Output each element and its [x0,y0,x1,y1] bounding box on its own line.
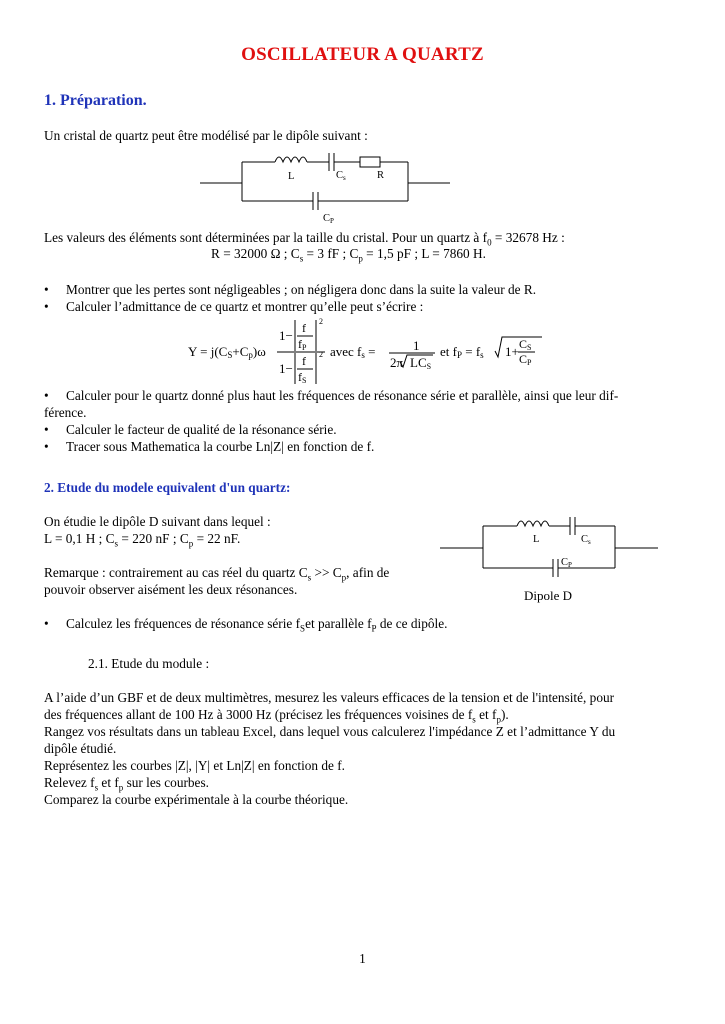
section-2-heading: 2. Etude du modele equivalent d'un quartz: [44,480,291,495]
bullet-resonance-frequencies: • Calculez les fréquences de résonance série $f_Set$ parallèle $f_P$ de ce dipôle. [44,616,448,634]
svg-text:CP: CP [561,557,572,569]
page-number: 1 [359,951,366,966]
svg-text:Y = j(CS+Cp)ω: Y = j(CS+Cp)ω [188,344,266,360]
paragraph-line-1: A l’aide d’un GBF et de deux multimètres, mesurez les valeurs efficaces de la tension et de l'intensité, pour [44,690,615,705]
page-title: OSCILLATEUR A QUARTZ [241,44,484,65]
svg-text:2: 2 [319,350,323,359]
dipole-d-circuit-diagram [435,512,665,607]
values-line-1: Les valeurs des éléments sont déterminées par la taille du cristal. Pour un quartz à $f_0 = 32678$ Hz : [44,230,565,248]
bullet-admittance: • Calculer l’admittance de ce quartz et montrer qu’elle peut s’écrire : [44,299,424,314]
section-2-intro-2: L = 0,1 H ; $C_s = 220$ nF ; $C_p = 22$ nF. [44,531,241,549]
svg-text:L: L [533,534,540,545]
paragraph-line-5: Représentez les courbes |Z|, |Y| et Ln|Z| en fonction de f. [44,758,346,773]
svg-text:CP: CP [519,352,532,367]
remark-line-1: Remarque : contrairement au cas réel du quartz $C_s >> C_p$, afin de [44,565,390,583]
svg-text:1−: 1− [279,361,293,376]
svg-text:fP: fP [298,337,307,352]
quartz-circuit-diagram [195,148,455,226]
svg-text:CS: CS [519,337,532,352]
remark-line-2: pouvoir observer aisément les deux résonances. [44,582,298,597]
bullet-losses: • Montrer que les pertes sont négligeables ; on négligera donc dans la suite la valeur de R. [44,282,537,297]
svg-text:avec fs =: avec fs = [330,344,376,360]
svg-text:f: f [302,321,306,335]
svg-text:1: 1 [413,338,420,353]
label-L: L [288,171,295,182]
paragraph-line-6: Relevez $f_s$ et $f_p$ sur les courbes. [44,775,209,793]
svg-text:1−: 1− [279,328,293,343]
paragraph-line-4: dipôle étudié. [44,741,117,756]
admittance-formula [185,315,545,387]
svg-text:CP: CP [323,213,334,225]
svg-text:et fP = fs: et fP = fs [440,344,484,360]
paragraph-line-7: Comparez la courbe expérimentale à la courbe théorique. [44,792,349,807]
svg-text:Cs: Cs [336,170,346,182]
svg-text:2: 2 [319,317,323,326]
subsection-2-1-heading: 2.1. Etude du module : [88,656,210,671]
section-2-intro-1: On étudie le dipôle D suivant dans lequel : [44,514,271,529]
svg-text:2π: 2π [390,355,404,370]
svg-text:R: R [377,170,385,181]
section-1-intro: Un cristal de quartz peut être modélisé par le dipôle suivant : [44,128,368,143]
svg-text:Cs: Cs [581,534,591,546]
values-line-2: R = 32000 Ω ; $C_s = 3$ fF ; $C_p = 1,5$ pF ; L = 7860 H. [211,246,486,264]
svg-text:1+: 1+ [505,344,519,359]
paragraph-line-3: Rangez vos résultats dans un tableau Excel, dans lequel vous calculerez l'impédance Z et l’admittance Y du [44,724,616,739]
section-1-heading: 1. Préparation. [44,92,147,109]
paragraph-line-2: des fréquences allant de 100 Hz à 3000 Hz (précisez les fréquences voisines de $f_s$ et $f_p$). [44,707,509,725]
dipole-caption: Dipole D [524,588,573,603]
bullet-resonance: • Calculer pour le quartz donné plus haut les fréquences de résonance série et parallèle, ainsi que leur dif- férence. [44,388,619,420]
bullet-mathematica: • Tracer sous Mathematica la courbe Ln|Z| en fonction de f. [44,439,375,454]
svg-text:fS: fS [298,370,307,385]
bullet-quality-factor: • Calculer le facteur de qualité de la résonance série. [44,422,337,437]
svg-text:LCS: LCS [410,355,432,371]
svg-text:f: f [302,354,306,368]
